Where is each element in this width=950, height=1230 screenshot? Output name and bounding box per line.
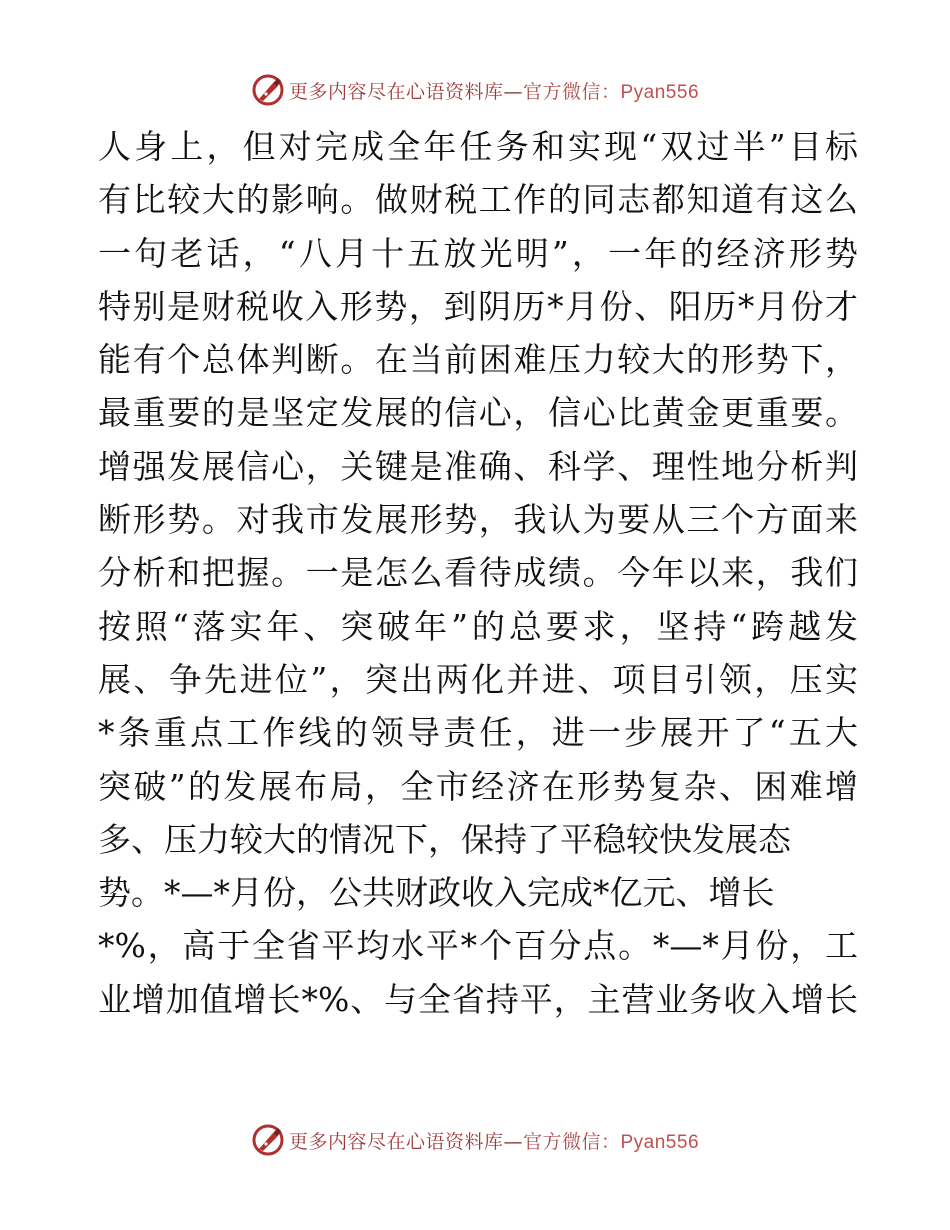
body-line: 断形势。对我市发展形势，我认为要从三个方面来 <box>98 500 858 540</box>
body-line: *条重点工作线的领导责任，进一步展开了“五大 <box>98 713 858 753</box>
header-site-text: 更多内容尽在心语资料库 <box>288 80 504 103</box>
pen-nib-logo-icon <box>251 1123 285 1157</box>
header-banner-text <box>289 77 699 104</box>
body-line: 能有个总体判断。在当前困难压力较大的形势下， <box>98 340 858 380</box>
pen-nib-logo-icon <box>251 73 285 107</box>
body-line: 最重要的是坚定发展的信心，信心比黄金更重要。 <box>98 393 858 433</box>
body-line: *%，高于全省平均水平*个百分点。*—*月份，工 <box>98 926 858 966</box>
body-line: 有比较大的影响。做财税工作的同志都知道有这么 <box>98 180 858 220</box>
body-line: 一句老话，“八月十五放光明”，一年的经济形势 <box>98 233 858 273</box>
body-line: 人身上，但对完成全年任务和实现“双过半”目标 <box>98 127 858 166</box>
body-line: 势。*—*月份，公共财政收入完成*亿元、增长 <box>98 873 775 913</box>
body-line: 业增加值增长*%、与全省持平，主营业务收入增长 <box>98 979 858 1019</box>
footer-wechat-id: Pyan556 <box>620 1131 700 1153</box>
body-line: 分析和把握。一是怎么看待成绩。今年以来，我们 <box>98 553 858 593</box>
document-body <box>98 120 858 1026</box>
header-wechat-id: Pyan556 <box>620 81 700 103</box>
body-line: 突破”的发展布局，全市经济在形势复杂、困难增 <box>98 766 858 806</box>
footer-separator: — <box>503 1130 523 1153</box>
body-line: 增强发展信心，关键是准确、科学、理性地分析判 <box>98 446 858 486</box>
body-line: 展、争先进位”，突出两化并进、项目引领，压实 <box>98 659 858 699</box>
header-wechat-label: 官方微信： <box>522 80 621 103</box>
footer-banner <box>0 1120 950 1160</box>
body-line: 按照“落实年、突破年”的总要求，坚持“跨越发 <box>98 606 858 646</box>
header-banner <box>0 70 950 110</box>
body-line: 特别是财税收入形势，到阴历*月份、阳历*月份才 <box>98 286 858 326</box>
footer-banner-text <box>289 1127 699 1154</box>
footer-site-text: 更多内容尽在心语资料库 <box>288 1130 504 1153</box>
footer-wechat-label: 官方微信： <box>522 1130 621 1153</box>
header-separator: — <box>503 80 523 103</box>
body-line: 多、压力较大的情况下，保持了平稳较快发展态 <box>98 819 791 859</box>
